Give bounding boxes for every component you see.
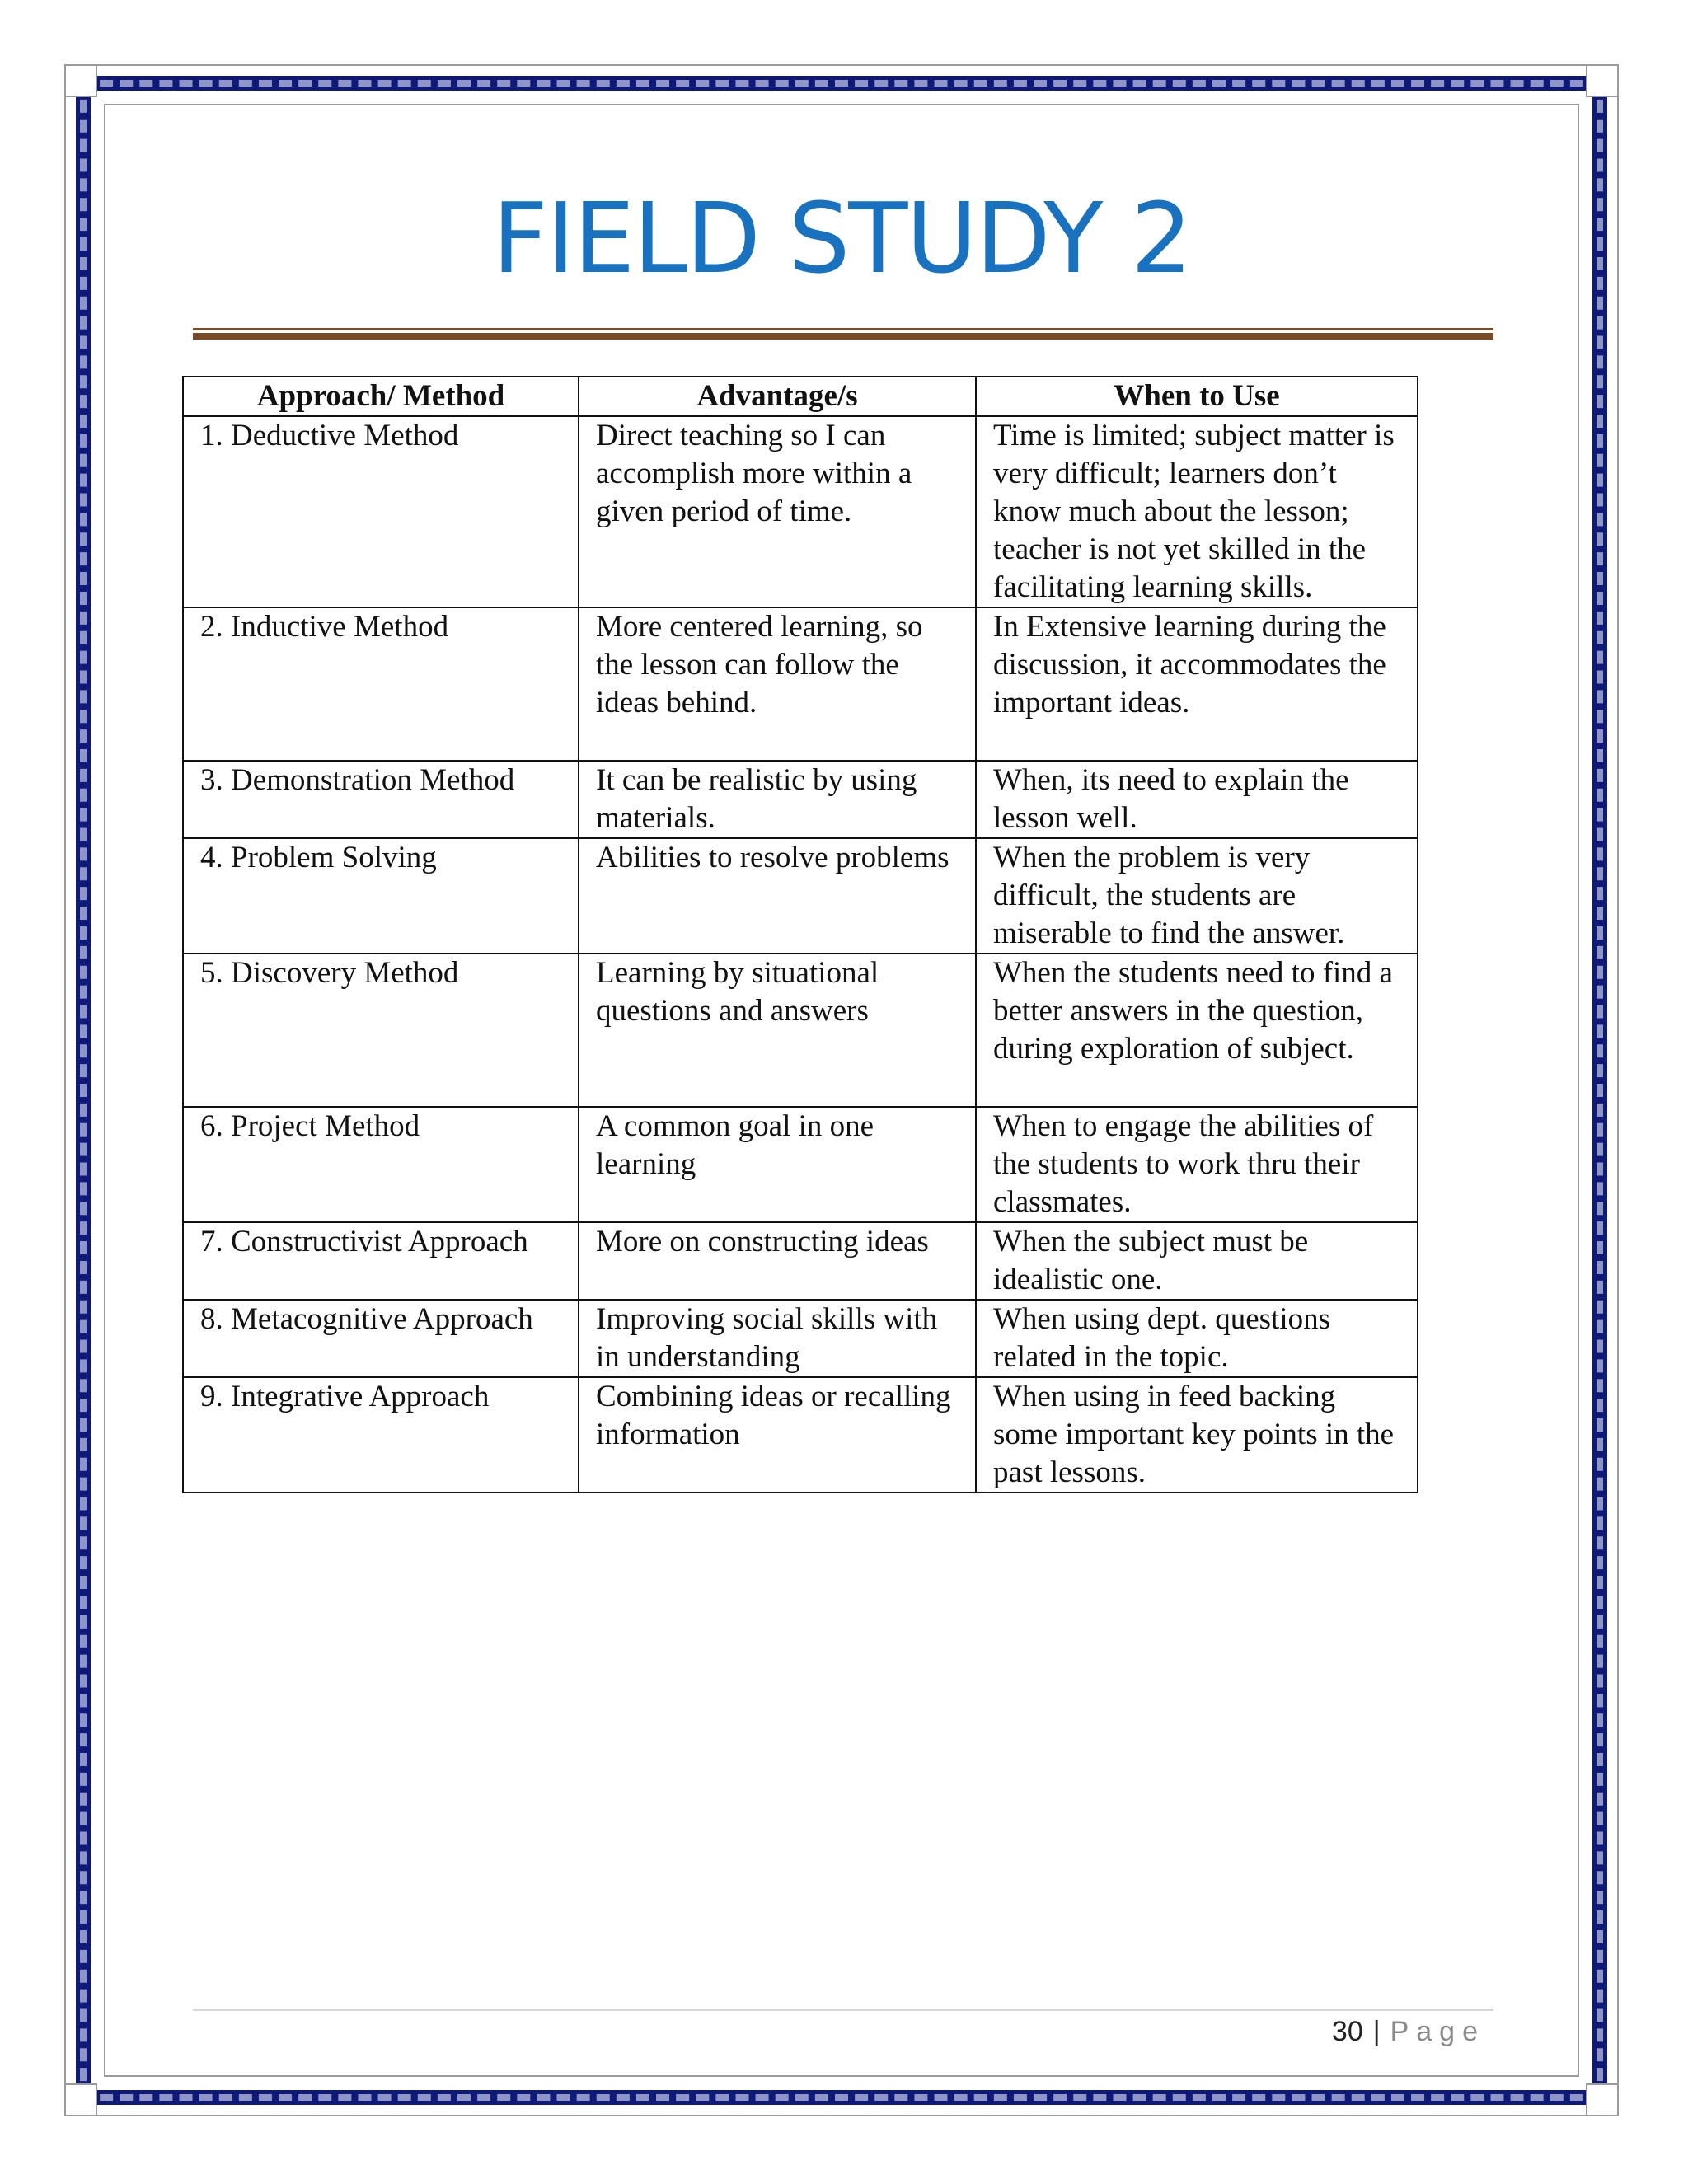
- methods-table: [182, 376, 1418, 1493]
- cell-advantage: More centered learning, so the lesson can follow the ideas behind.: [579, 607, 976, 761]
- table-row: [183, 761, 1418, 838]
- cell-when-to-use: Time is limited; subject matter is very difficult; learners don’t know much about the lesson; teacher is not yet skilled in the facilitating learning skills.: [976, 416, 1418, 607]
- cell-when-to-use: When using in feed backing some important key points in the past lessons.: [976, 1377, 1418, 1493]
- cell-method: 3. Demonstration Method: [183, 761, 579, 838]
- cell-when-to-use: When using dept. questions related in the topic.: [976, 1300, 1418, 1377]
- cell-when-to-use: When the subject must be idealistic one.: [976, 1222, 1418, 1300]
- header-when-to-use: When to Use: [976, 377, 1418, 416]
- cell-method: 9. Integrative Approach: [183, 1377, 579, 1493]
- header-advantages: Advantage/s: [579, 377, 976, 416]
- cell-method: 7. Constructivist Approach: [183, 1222, 579, 1300]
- table-header-row: [183, 377, 1418, 416]
- table-row: [183, 607, 1418, 761]
- footer-divider: [193, 2009, 1493, 2011]
- cell-when-to-use: In Extensive learning during the discussion, it accommodates the important ideas.: [976, 607, 1418, 761]
- table-row: [183, 954, 1418, 1107]
- cell-when-to-use: When the problem is very difficult, the students are miserable to find the answer.: [976, 838, 1418, 954]
- table-row: [183, 416, 1418, 607]
- page-content: [107, 107, 1576, 2074]
- cell-when-to-use: When to engage the abilities of the students to work thru their classmates.: [976, 1107, 1418, 1222]
- header-approach-method: Approach/ Method: [183, 377, 579, 416]
- cell-method: 1. Deductive Method: [183, 416, 579, 607]
- cell-advantage: Improving social skills with in understanding: [579, 1300, 976, 1377]
- cell-method: 2. Inductive Method: [183, 607, 579, 761]
- cell-when-to-use: When, its need to explain the lesson well.: [976, 761, 1418, 838]
- footer-separator: |: [1372, 2016, 1381, 2047]
- table-row: [183, 1300, 1418, 1377]
- cell-advantage: More on constructing ideas: [579, 1222, 976, 1300]
- table-row: [183, 1107, 1418, 1222]
- page-footer: [1332, 2016, 1485, 2048]
- cell-method: 4. Problem Solving: [183, 838, 579, 954]
- cell-method: 8. Metacognitive Approach: [183, 1300, 579, 1377]
- cell-advantage: Combining ideas or recalling information: [579, 1377, 976, 1493]
- border-corner-bottom-right: [1586, 2083, 1619, 2116]
- cell-advantage: Direct teaching so I can accomplish more within a given period of time.: [579, 416, 976, 607]
- cell-method: 6. Project Method: [183, 1107, 579, 1222]
- table-row: [183, 1377, 1418, 1493]
- border-corner-top-left: [64, 64, 97, 97]
- table-row: [183, 838, 1418, 954]
- table-row: [183, 1222, 1418, 1300]
- page-title: FIELD STUDY 2: [492, 181, 1191, 295]
- title-divider-thick: [193, 333, 1493, 340]
- cell-method: 5. Discovery Method: [183, 954, 579, 1107]
- title-divider: [193, 328, 1493, 340]
- page-label: Page: [1390, 2016, 1485, 2047]
- page-number: 30: [1331, 2016, 1363, 2047]
- cell-advantage: Learning by situational questions and answers: [579, 954, 976, 1107]
- cell-advantage: It can be realistic by using materials.: [579, 761, 976, 838]
- border-corner-top-right: [1586, 64, 1619, 97]
- cell-advantage: A common goal in one learning: [579, 1107, 976, 1222]
- cell-when-to-use: When the students need to find a better answers in the question, during exploration of subject.: [976, 954, 1418, 1107]
- cell-advantage: Abilities to resolve problems: [579, 838, 976, 954]
- border-corner-bottom-left: [64, 2083, 97, 2116]
- title-divider-thin: [193, 328, 1493, 330]
